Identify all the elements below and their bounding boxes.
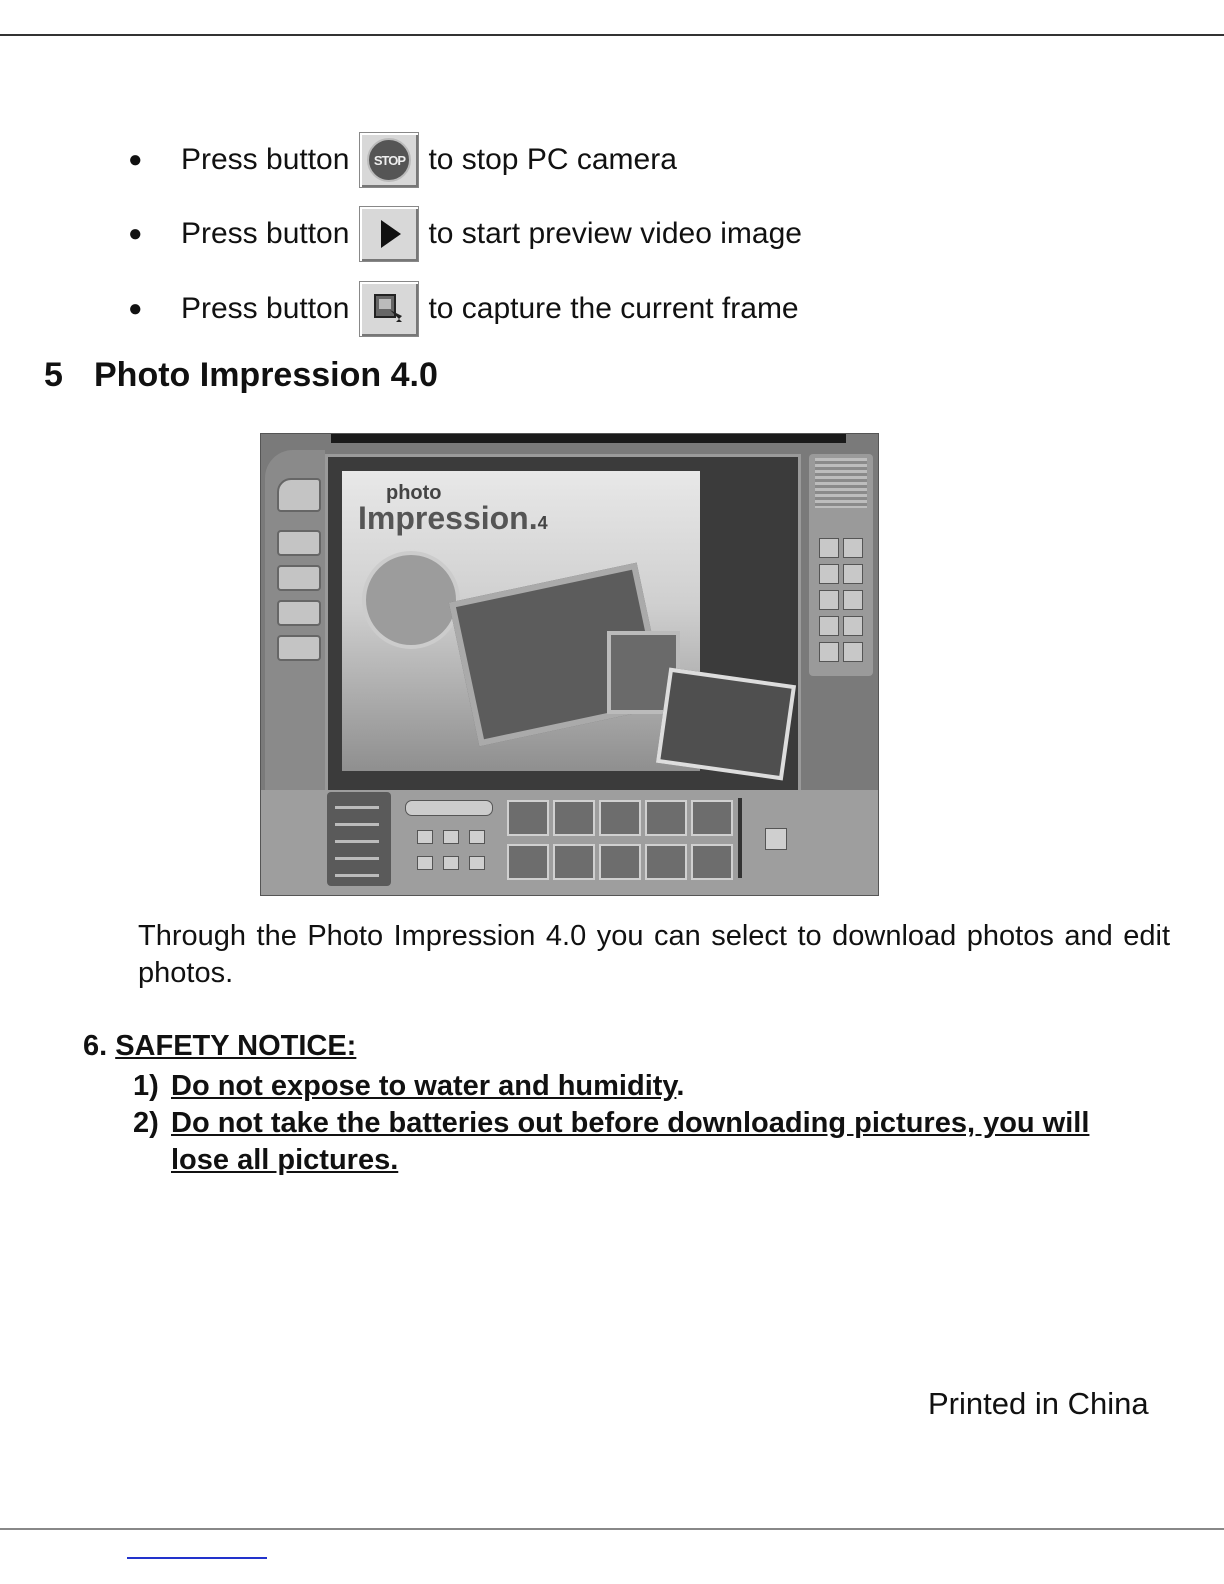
stop-sign-label: STOP (367, 138, 411, 182)
thumbnail (599, 844, 641, 880)
safety-item-text: lose all pictures. (171, 1144, 399, 1176)
bullet-prefix: Press button (181, 143, 350, 176)
thumbnail (691, 844, 733, 880)
nav-tab (277, 600, 321, 626)
bullet-dot: ● (128, 295, 143, 322)
stop-button-icon (359, 132, 419, 188)
safety-item-number: 2) (133, 1107, 159, 1139)
splash-poster (342, 471, 700, 771)
tray-action-icon (765, 828, 787, 850)
brand-version: 4 (537, 513, 548, 533)
bullet-suffix: to stop PC camera (428, 143, 677, 176)
brand-logo (358, 483, 548, 534)
thumbnail (553, 800, 595, 836)
safety-item-text: Do not expose to water and humidity (171, 1070, 677, 1102)
title-bar (331, 434, 846, 443)
right-tool-panel (809, 454, 873, 676)
play-triangle-icon (381, 220, 401, 248)
tool-icon (819, 616, 839, 636)
description-paragraph: Through the Photo Impression 4.0 you can select to download photos and edit photos. (138, 920, 1170, 989)
safety-heading (83, 1030, 356, 1063)
safety-item-2 (133, 1105, 1089, 1142)
bullet-suffix: to capture the current frame (428, 292, 799, 325)
nav-tab-get-photo (277, 478, 321, 512)
section-title-text: Photo Impression 4.0 (94, 356, 438, 394)
thumbnail (553, 844, 595, 880)
left-nav-panel (265, 450, 325, 790)
top-rule (0, 34, 1224, 36)
section-title (44, 356, 438, 395)
safety-item-number: 1) (133, 1070, 159, 1102)
bullet-capture (128, 280, 799, 338)
speaker-grille (815, 458, 867, 508)
photo-impression-screenshot (260, 433, 879, 896)
tray-icon (469, 856, 485, 870)
bullet-prefix: Press button (181, 292, 350, 325)
bullet-dot: ● (128, 146, 143, 173)
tool-icon (843, 538, 863, 558)
bullet-suffix: to start preview video image (428, 217, 802, 250)
nav-tab (277, 565, 321, 591)
safety-heading-text: SAFETY NOTICE: (115, 1030, 357, 1062)
brand-main: Impression. (358, 500, 538, 536)
bullet-dot: ● (128, 220, 143, 247)
bottom-tray (261, 790, 878, 895)
printed-in-china: Printed in China (928, 1386, 1149, 1421)
section-number: 5 (44, 356, 63, 394)
tool-icon (819, 564, 839, 584)
tray-icon (417, 830, 433, 844)
tray-icon (417, 856, 433, 870)
capture-button-icon (359, 281, 419, 337)
tool-icon (819, 590, 839, 610)
thumbnail (645, 800, 687, 836)
bullet-play (128, 205, 802, 263)
tool-icon (843, 616, 863, 636)
thumbnail (691, 800, 733, 836)
thumbnail (599, 800, 641, 836)
nav-tab (277, 635, 321, 661)
play-button-icon (359, 206, 419, 262)
capture-frame-icon (372, 292, 406, 326)
safety-item-trail: . (676, 1070, 685, 1102)
group-photo (656, 668, 796, 781)
round-photo (362, 551, 460, 649)
safety-item-2-cont (171, 1142, 398, 1179)
album-dropdown (405, 800, 493, 816)
tray-icon (443, 856, 459, 870)
tool-icon (843, 564, 863, 584)
bottom-rule (0, 1528, 1224, 1530)
thumbnail (645, 844, 687, 880)
tool-icon (843, 590, 863, 610)
safety-item-text: Do not take the batteries out before downloading pictures, you will (171, 1107, 1090, 1139)
bullet-prefix: Press button (181, 217, 350, 250)
thumbnail-scrollbar (738, 798, 742, 878)
nav-tab (277, 530, 321, 556)
tray-menu (327, 792, 391, 886)
tray-icon (469, 830, 485, 844)
brand-top: photo (386, 482, 442, 504)
tool-icon (843, 642, 863, 662)
thumbnail (507, 800, 549, 836)
preview-canvas (325, 454, 801, 796)
tool-icon (819, 538, 839, 558)
page-link-underline[interactable] (127, 1557, 267, 1559)
safety-number: 6. (83, 1030, 108, 1062)
tool-icon (819, 642, 839, 662)
thumbnail (507, 844, 549, 880)
tray-icon (443, 830, 459, 844)
safety-item-1 (133, 1068, 684, 1105)
bullet-stop (128, 131, 677, 189)
